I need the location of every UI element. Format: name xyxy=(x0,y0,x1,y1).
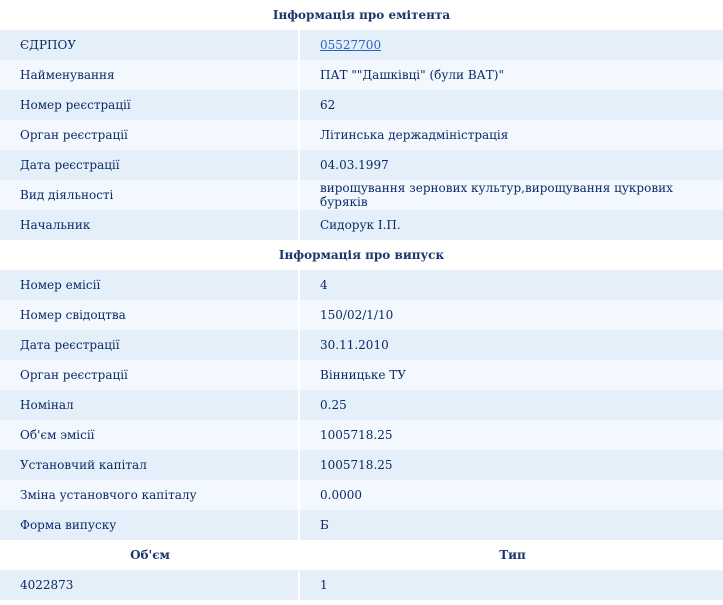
row-value: вирощування зернових культур,вирощування цукрових буряків xyxy=(320,181,673,209)
row-value: 62 xyxy=(320,98,336,112)
row-value: Сидорук І.П. xyxy=(320,218,401,232)
row-value: 04.03.1997 xyxy=(320,158,389,172)
row-value: 1005718.25 xyxy=(320,458,393,472)
row-label: ЄДРПОУ xyxy=(0,30,300,60)
row-label: Форма випуску xyxy=(0,510,300,540)
issuer-row-name xyxy=(0,60,723,90)
issue-row-certificate-number xyxy=(0,300,723,330)
row-label: Орган реєстрації xyxy=(0,360,300,390)
row-label: Об'єм эмісії xyxy=(0,420,300,450)
row-label: Дата реєстрації xyxy=(0,330,300,360)
row-value: Вінницьке ТУ xyxy=(320,368,406,382)
issuer-row-head xyxy=(0,210,723,240)
row-value: Літинська держадміністрація xyxy=(320,128,509,142)
row-label: Номер емісії xyxy=(0,270,300,300)
row-value: 4 xyxy=(320,278,328,292)
type-value: 1 xyxy=(320,578,328,592)
row-value: 0.0000 xyxy=(320,488,362,502)
row-label: Найменування xyxy=(0,60,300,90)
row-label: Орган реєстрації xyxy=(0,120,300,150)
issuer-row-reg-authority xyxy=(0,120,723,150)
volume-table-header xyxy=(0,540,723,570)
column-header-type: Тип xyxy=(499,548,526,562)
issue-row-authorized-capital xyxy=(0,450,723,480)
issue-row-nominal xyxy=(0,390,723,420)
issue-section-header xyxy=(0,240,723,270)
issue-row-emission-number xyxy=(0,270,723,300)
row-label: Зміна установчого капіталу xyxy=(0,480,300,510)
issuer-section-header xyxy=(0,0,723,30)
issue-row-emission-volume xyxy=(0,420,723,450)
row-value: ПАТ ""Дашківці" (були ВАТ)" xyxy=(320,68,504,82)
row-label: Номер свідоцтва xyxy=(0,300,300,330)
row-label: Дата реєстрації xyxy=(0,150,300,180)
issue-row-reg-date xyxy=(0,330,723,360)
volume-value: 4022873 xyxy=(0,570,300,600)
issuer-section-title: Інформація про емітента xyxy=(272,8,451,22)
row-value: 150/02/1/10 xyxy=(320,308,394,322)
row-value: 30.11.2010 xyxy=(320,338,389,352)
row-label: Установчий капітал xyxy=(0,450,300,480)
row-label: Вид діяльності xyxy=(0,180,300,210)
column-header-volume: Об'єм xyxy=(0,548,302,562)
issue-row-reg-authority xyxy=(0,360,723,390)
row-value: 1005718.25 xyxy=(320,428,393,442)
row-label: Начальник xyxy=(0,210,300,240)
row-value: Б xyxy=(320,518,329,532)
issuer-row-edrpou xyxy=(0,30,723,60)
row-label: Номер реєстрації xyxy=(0,90,300,120)
issuer-row-reg-number xyxy=(0,90,723,120)
issue-row-capital-change xyxy=(0,480,723,510)
issuer-row-activity xyxy=(0,180,723,210)
edrpou-link[interactable]: 05527700 xyxy=(320,38,382,52)
row-label: Номінал xyxy=(0,390,300,420)
volume-table-row xyxy=(0,570,723,600)
issue-section-title: Інформація про випуск xyxy=(278,248,445,262)
row-value: 0.25 xyxy=(320,398,347,412)
issue-row-issue-form xyxy=(0,510,723,540)
issuer-row-reg-date xyxy=(0,150,723,180)
